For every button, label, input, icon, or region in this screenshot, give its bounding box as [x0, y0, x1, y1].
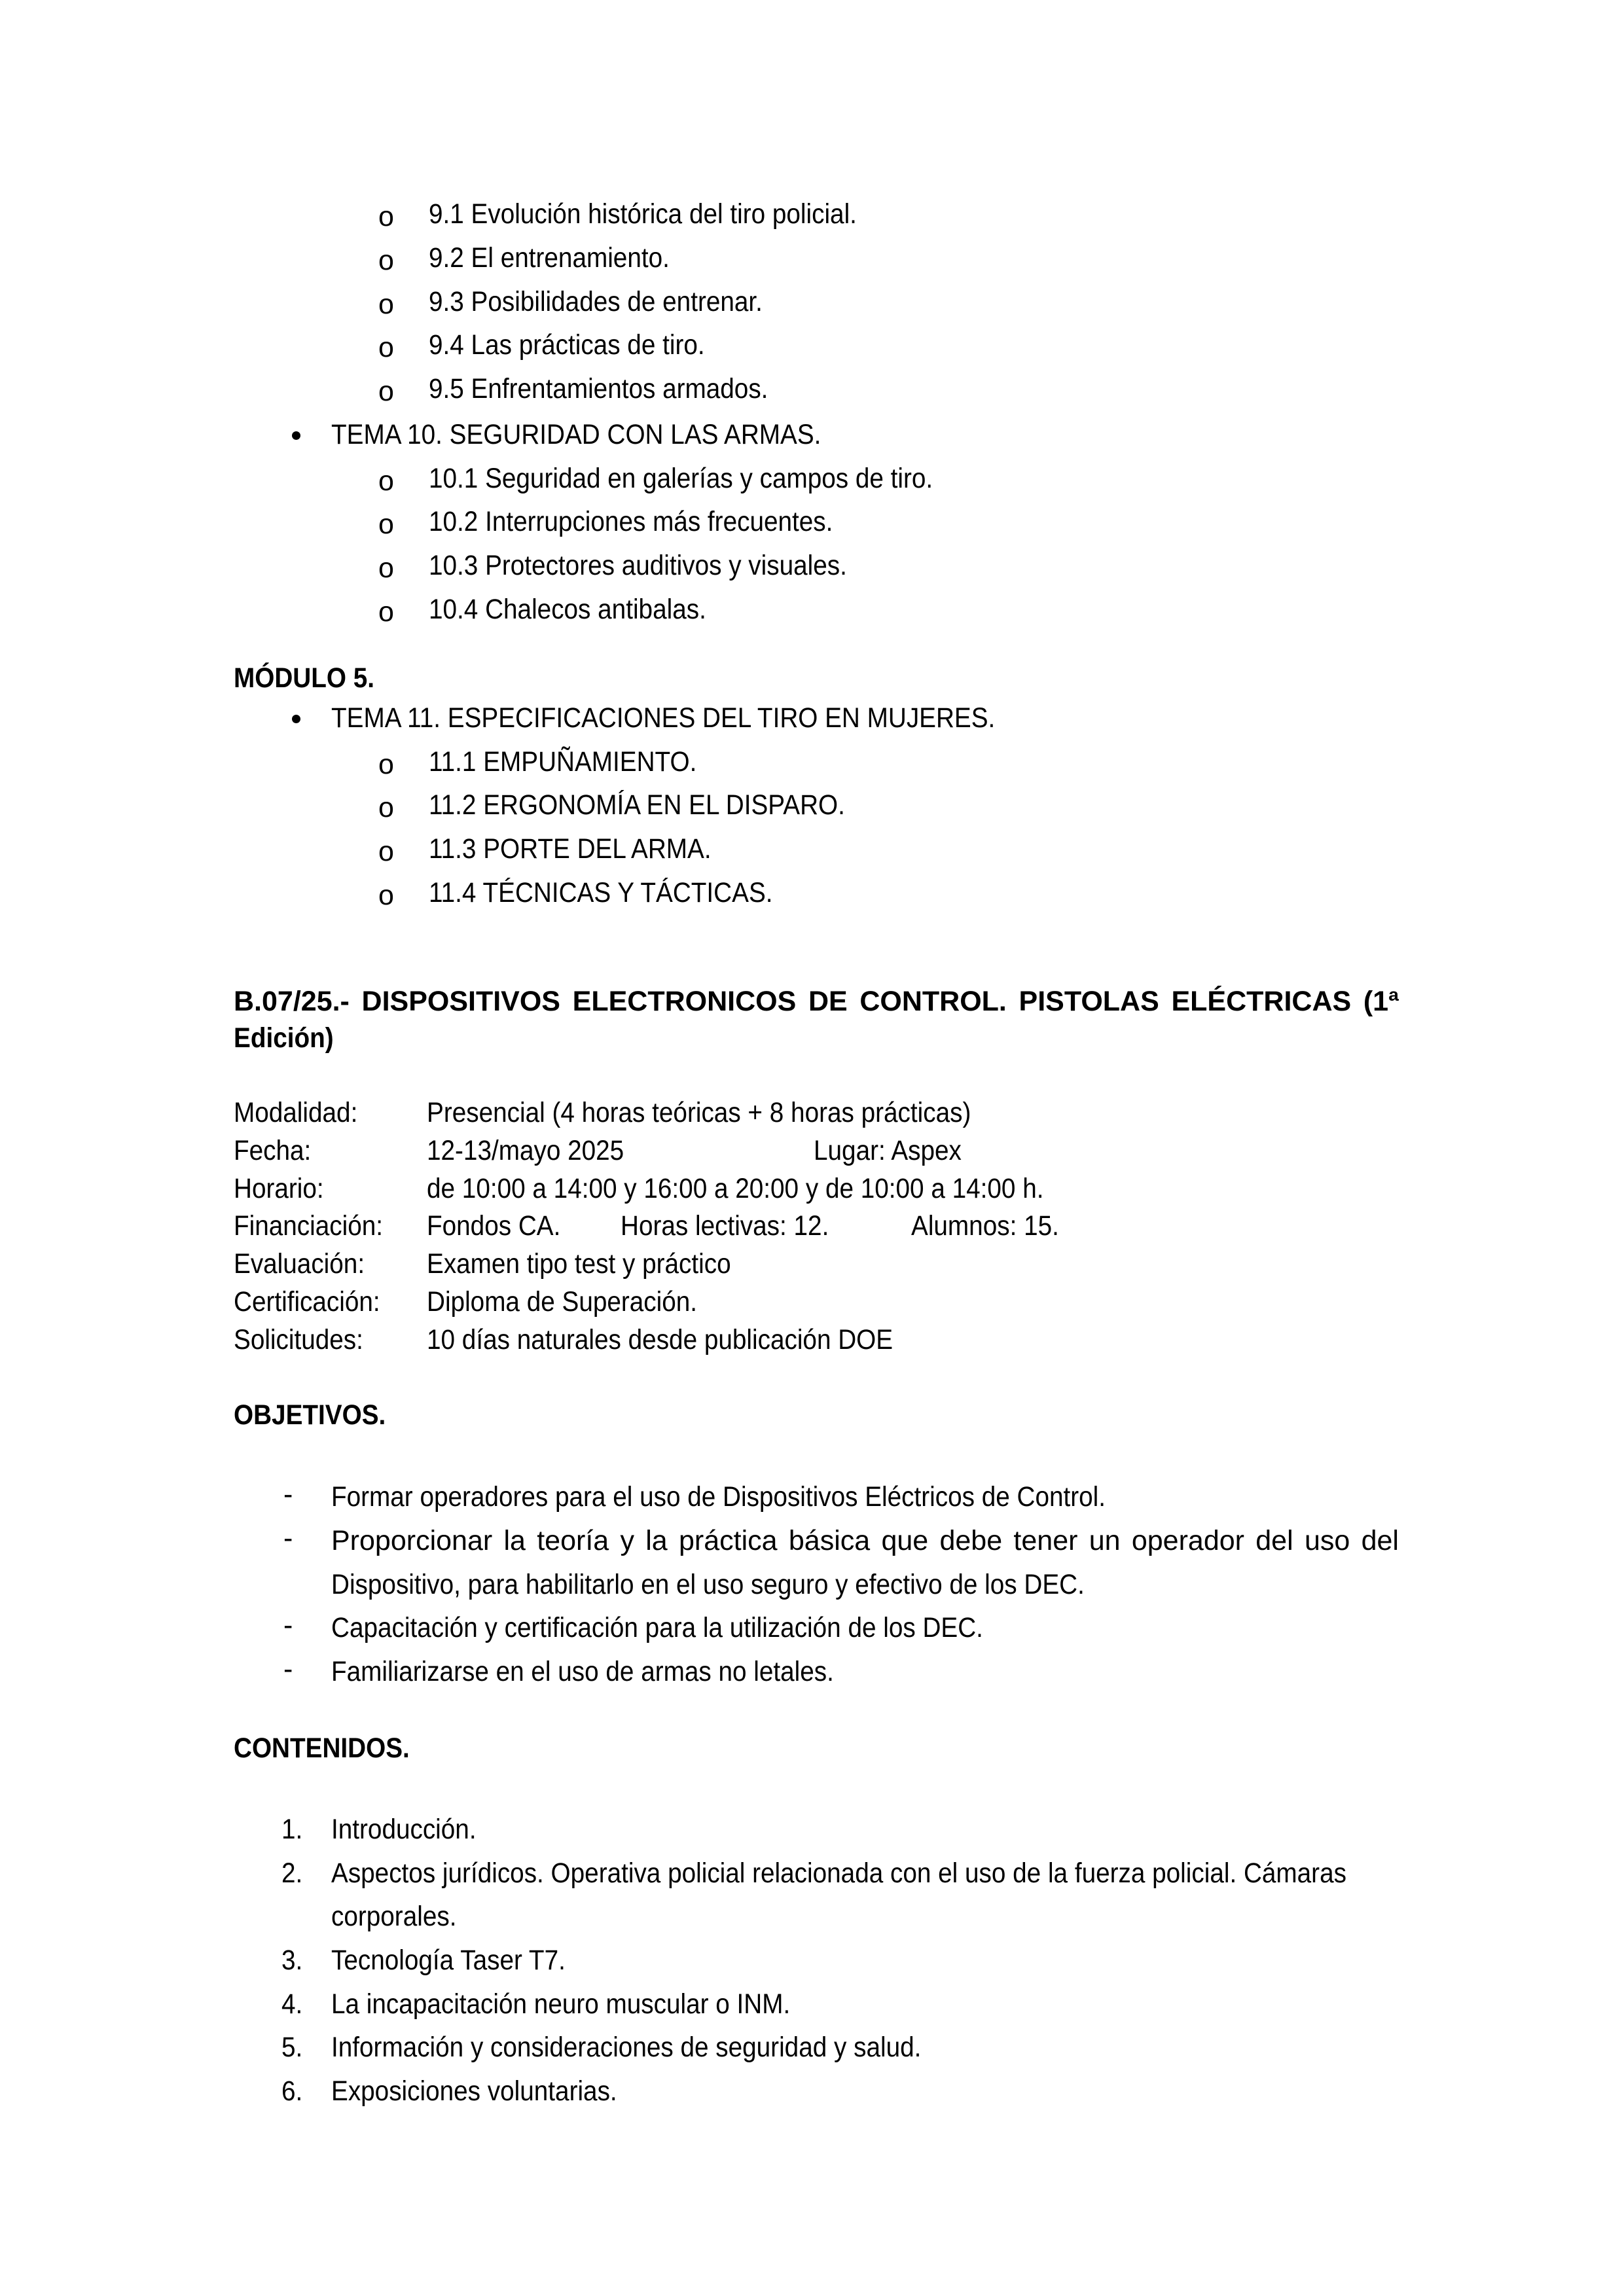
objetivo-3: Capacitación y certificación para la utilización de los DEC. — [331, 1612, 983, 1643]
list-item-9-4: 9.4 Las prácticas de tiro. — [429, 329, 705, 361]
horario-value: de 10:00 a 14:00 y 16:00 a 20:00 y de 10:00 a 14:00 h. — [427, 1173, 1044, 1204]
fecha-label: Fecha: — [234, 1135, 312, 1166]
list-item-11-3: 11.3 PORTE DEL ARMA. — [429, 833, 712, 865]
certificacion-label: Certificación: — [234, 1286, 380, 1318]
objetivo-2-word: del — [1361, 1525, 1399, 1556]
list-item-9-1: 9.1 Evolución histórica del tiro policial. — [429, 198, 857, 230]
dash-marker: - — [283, 1653, 293, 1685]
list-item-10-2: 10.2 Interrupciones más frecuentes. — [429, 506, 833, 537]
sub-marker: o — [378, 552, 394, 584]
objetivo-4: Familiarizarse en el uso de armas no letales. — [331, 1656, 834, 1687]
contenido-2-line2: corporales. — [331, 1901, 457, 1932]
contenido-4: La incapacitación neuro muscular o INM. — [331, 1988, 791, 2020]
sub-marker: o — [378, 509, 394, 540]
dash-marker: - — [283, 1522, 293, 1554]
list-item-9-2: 9.2 El entrenamiento. — [429, 242, 670, 274]
list-item-11-1: 11.1 EMPUÑAMIENTO. — [429, 746, 697, 778]
objetivo-2-word: básica — [788, 1525, 871, 1556]
list-item-10-4: 10.4 Chalecos antibalas. — [429, 594, 706, 625]
objetivo-2-word: y — [620, 1525, 634, 1556]
alumnos: Alumnos: 15. — [911, 1210, 1059, 1242]
objetivo-2-line1 — [331, 1522, 1399, 1559]
modalidad-label: Modalidad: — [234, 1097, 358, 1128]
fecha-value: 12-13/mayo 2025 — [427, 1135, 624, 1166]
sub-marker: o — [378, 880, 394, 911]
bullet-icon — [292, 715, 300, 723]
objetivo-1: Formar operadores para el uso de Dispositivos Eléctricos de Control. — [331, 1481, 1106, 1513]
course-title-word: B.07/25.- — [234, 986, 350, 1017]
objetivo-2-word: práctica — [679, 1525, 778, 1556]
objetivo-2-word: del — [1255, 1525, 1293, 1556]
objetivo-2-word: operador — [1131, 1525, 1244, 1556]
sub-marker: o — [378, 332, 394, 363]
tema-11-title: TEMA 11. ESPECIFICACIONES DEL TIRO EN MUJERES. — [331, 702, 996, 734]
sub-marker: o — [378, 289, 394, 320]
list-item-9-3: 9.3 Posibilidades de entrenar. — [429, 286, 763, 317]
sub-marker: o — [378, 245, 394, 276]
contenido-number: 2. — [281, 1857, 303, 1889]
contenidos-heading: CONTENIDOS. — [234, 1732, 410, 1764]
horario-label: Horario: — [234, 1173, 324, 1204]
evaluacion-value: Examen tipo test y práctico — [427, 1248, 731, 1280]
objetivo-2-line2: Dispositivo, para habilitarlo en el uso seguro y efectivo de los DEC. — [331, 1569, 1085, 1600]
list-item-10-1: 10.1 Seguridad en galerías y campos de tiro. — [429, 463, 933, 494]
contenido-number: 5. — [281, 2032, 303, 2063]
course-title-word: ELECTRONICOS — [572, 986, 797, 1017]
contenido-number: 3. — [281, 1945, 303, 1976]
course-title-word: CONTROL. — [859, 986, 1007, 1017]
objetivo-2-word: Proporcionar — [331, 1525, 493, 1556]
financiacion-label: Financiación: — [234, 1210, 384, 1242]
contenido-5: Información y consideraciones de seguridad y salud. — [331, 2032, 922, 2063]
contenido-number: 6. — [281, 2075, 303, 2107]
horas-lectivas: Horas lectivas: 12. — [621, 1210, 829, 1242]
objetivo-2-word: tener — [1013, 1525, 1078, 1556]
contenido-number: 4. — [281, 1988, 303, 2020]
course-title-word: ELÉCTRICAS — [1171, 986, 1352, 1017]
objetivo-2-word: debe — [939, 1525, 1003, 1556]
list-item-10-3: 10.3 Protectores auditivos y visuales. — [429, 550, 847, 581]
bullet-icon — [292, 431, 300, 440]
contenido-2-line1: Aspectos jurídicos. Operativa policial relacionada con el uso de la fuerza policial. Cámaras — [331, 1857, 1346, 1889]
sub-marker: o — [378, 792, 394, 823]
sub-marker: o — [378, 836, 394, 867]
objetivo-2-word: la — [645, 1525, 668, 1556]
list-item-11-2: 11.2 ERGONOMÍA EN EL DISPARO. — [429, 789, 845, 821]
course-title-word: DE — [808, 986, 848, 1017]
solicitudes-value: 10 días naturales desde publicación DOE — [427, 1324, 893, 1355]
solicitudes-label: Solicitudes: — [234, 1324, 363, 1355]
modulo-5-heading: MÓDULO 5. — [234, 662, 375, 694]
objetivo-2-word: uso — [1304, 1525, 1350, 1556]
financiacion-value: Fondos CA. — [427, 1210, 561, 1242]
dash-marker: - — [283, 1609, 293, 1641]
contenido-number: 1. — [281, 1814, 303, 1845]
list-item-9-5: 9.5 Enfrentamientos armados. — [429, 373, 768, 404]
course-title-word: (1ª — [1363, 986, 1399, 1017]
objetivo-2-word: que — [881, 1525, 929, 1556]
contenido-3: Tecnología Taser T7. — [331, 1945, 566, 1976]
objetivo-2-word: la — [503, 1525, 526, 1556]
evaluacion-label: Evaluación: — [234, 1248, 365, 1280]
sub-marker: o — [378, 376, 394, 407]
sub-marker: o — [378, 596, 394, 628]
sub-marker: o — [378, 201, 394, 232]
tema-10-title: TEMA 10. SEGURIDAD CON LAS ARMAS. — [331, 419, 821, 450]
objetivo-2-word: un — [1089, 1525, 1121, 1556]
certificacion-value: Diploma de Superación. — [427, 1286, 698, 1318]
course-title — [234, 983, 1399, 1020]
objetivos-heading: OBJETIVOS. — [234, 1399, 386, 1431]
modalidad-value: Presencial (4 horas teóricas + 8 horas prácticas) — [427, 1097, 971, 1128]
dash-marker: - — [283, 1479, 293, 1510]
contenido-6: Exposiciones voluntarias. — [331, 2075, 617, 2107]
course-title-word: DISPOSITIVOS — [361, 986, 560, 1017]
sub-marker: o — [378, 749, 394, 780]
sub-marker: o — [378, 465, 394, 497]
list-item-11-4: 11.4 TÉCNICAS Y TÁCTICAS. — [429, 877, 773, 908]
objetivo-2-word: teoría — [537, 1525, 609, 1556]
course-title-word: PISTOLAS — [1019, 986, 1159, 1017]
lugar-value: Lugar: Aspex — [814, 1135, 962, 1166]
contenido-1: Introducción. — [331, 1814, 477, 1845]
course-title-line2: Edición) — [234, 1022, 334, 1054]
